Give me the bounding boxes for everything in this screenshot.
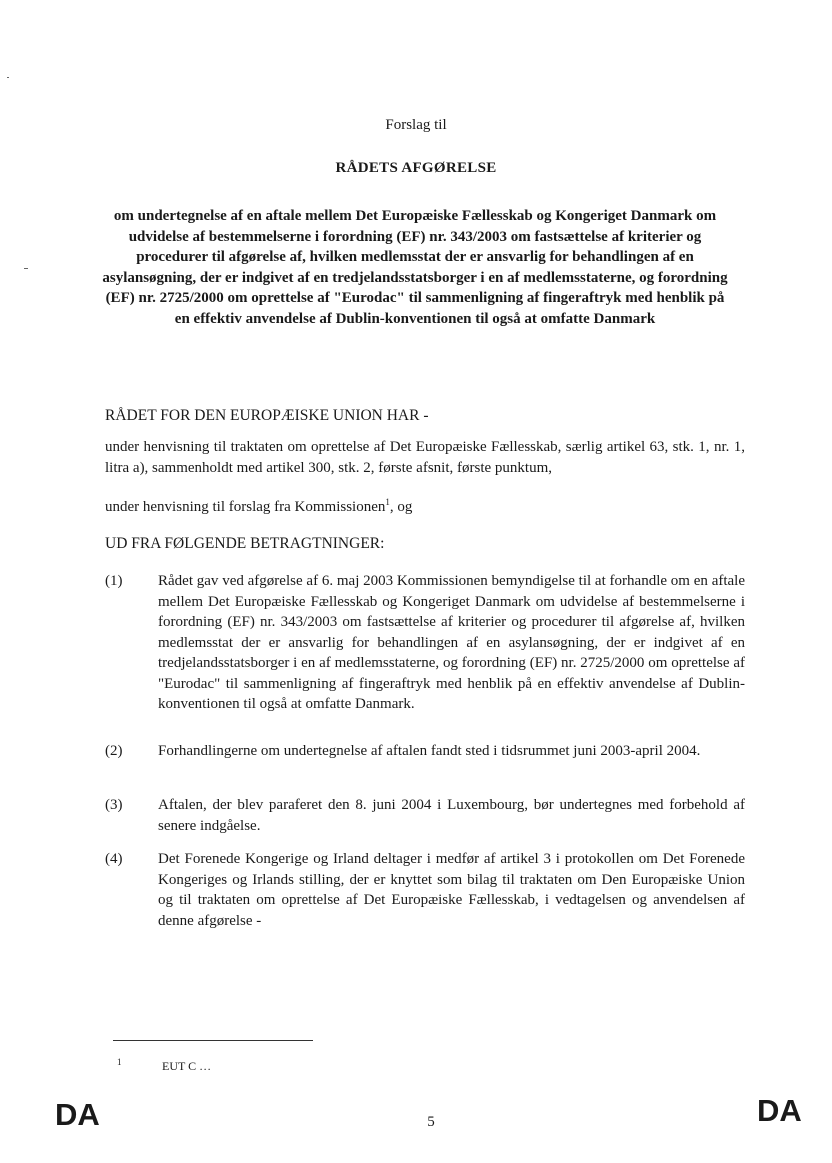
council-heading: RÅDET FOR DEN EUROPÆISKE UNION HAR - [105,407,429,424]
scan-speck [24,268,28,269]
recital-item [105,571,745,715]
citation-proposal-text: under henvisning til forslag fra Kommissionen [105,499,386,515]
recital-item [105,849,745,931]
footnote-text: EUT C … [162,1059,212,1073]
recital-number: (4) [105,851,123,867]
recital-item [105,741,745,762]
document-title: RÅDETS AFGØRELSE [335,160,497,176]
footnote-reference[interactable]: 1 [385,497,390,507]
recital-item [105,795,745,836]
citation-treaty: under henvisning til traktaten om oprettelse af Det Europæiske Fællesskab, særlig artikel 63, stk. 1, nr. 1, litra a), sammenholdt med artikel 300, stk. 2, første afsnit, første punktum, [105,439,745,476]
proposal-label: Forslag til [385,117,447,133]
language-code-right: DA [757,1093,802,1128]
recital-number: (1) [105,573,123,589]
recital-text: Rådet gav ved afgørelse af 6. maj 2003 Kommissionen bemyndigelse til at forhandle om en aftale mellem Det Europæiske Fællesskab og Kongeriget Danmark om udvidelse af bestemmelserne i forordning (EF) nr. 343/2003 om fastsættelse af kriterier og procedurer til afgørelse af, hvilken medlemsstat der er ansvarlig for behandlingen af en asylansøgning, der er indgivet af en tredjelandsstatsborger i en af medlemsstaterne, og forordning (EF) nr. 2725/2000 om oprettelse af "Eurodac" til sammenligning af fingeraftryk med henblik på en effektiv anvendelse af Dublin-konventionen til også at omfatte Danmark. [158,573,745,712]
recital-text: Aftalen, der blev paraferet den 8. juni 2004 i Luxembourg, bør undertegnes med forbehold af senere indgåelse. [158,797,745,834]
scan-speck [7,77,9,78]
recital-number: (2) [105,743,123,759]
recital-text: Forhandlingerne om undertegnelse af aftalen fandt sted i tidsrummet juni 2003-april 2004. [158,743,701,759]
recitals-heading: UD FRA FØLGENDE BETRAGTNINGER: [105,535,385,552]
citation-proposal [105,497,745,518]
language-code-left: DA [55,1097,100,1132]
citation-proposal-end: , og [389,499,413,515]
recital-text: Det Forenede Kongerige og Irland deltager i medfør af artikel 3 i protokollen om Det Forenede Kongeriges og Irlands stilling, der er knyttet som bilag til traktaten om Den Europæiske Union og til traktaten om oprettelse af Det Europæiske Fællesskab, i vedtagelsen og anvendelsen af denne afgørelse - [158,851,745,929]
recital-number: (3) [105,797,123,813]
footnote-divider [113,1040,313,1041]
document-subject: om undertegnelse af en aftale mellem Det Europæiske Fællesskab og Kongeriget Danmark om udvidelse af bestemmelserne i forordning (EF) nr. 343/2003 om fastsættelse af kriterier og procedurer til afgørelse af, hvilken medlemsstat der er ansvarlig for behandlingen af en asylansøgning, der er indgivet af en tredjelandsstatsborger i en af medlemsstaterne, og forordning (EF) nr. 2725/2000 om oprettelse af "Eurodac" til sammenligning af fingeraftryk med henblik på en effektiv anvendelse af Dublin-konventionen til også at omfatte Danmark [102,208,728,327]
footnote-mark: 1 [117,1057,122,1067]
page-number: 5 [427,1114,435,1130]
